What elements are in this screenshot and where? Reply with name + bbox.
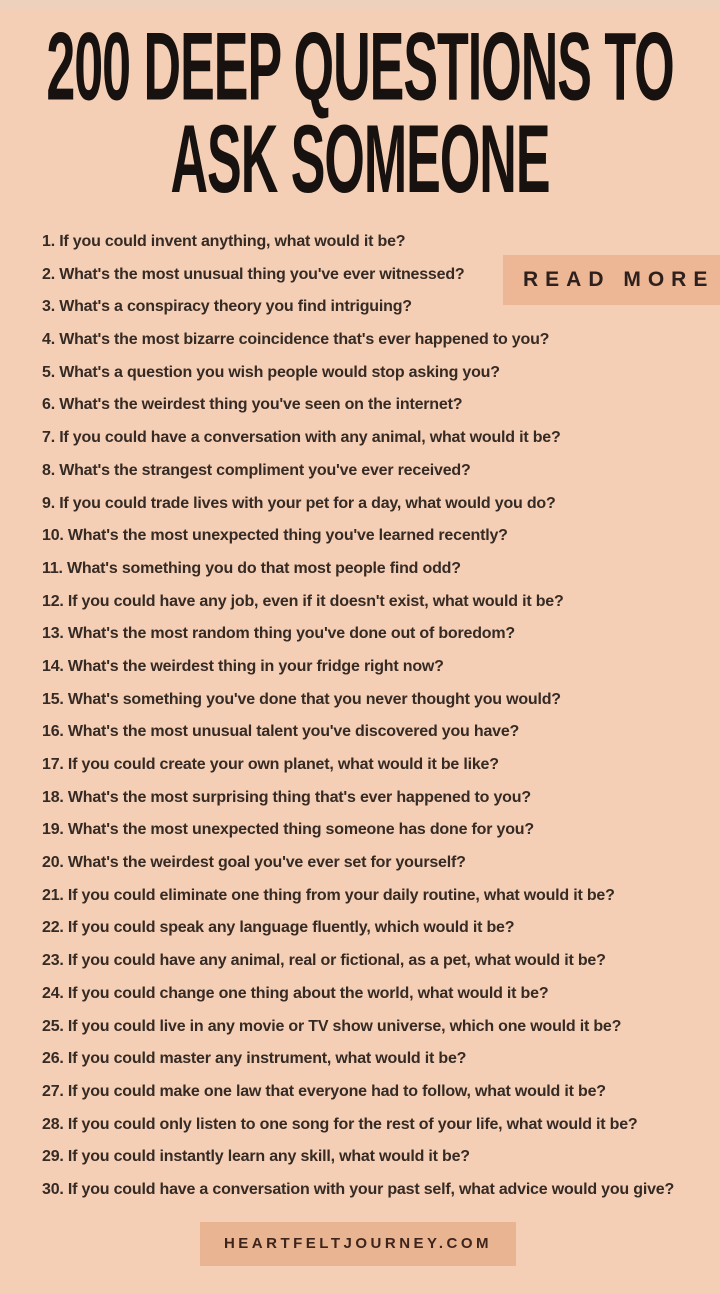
- question-item: 26. If you could master any instrument, what would it be?: [42, 1050, 467, 1068]
- questions-list: [42, 226, 720, 1207]
- question-item: 13. What's the most random thing you've done out of boredom?: [42, 625, 515, 643]
- question-item: 10. What's the most unexpected thing you've learned recently?: [42, 527, 508, 545]
- question-item: 5. What's a question you wish people would stop asking you?: [42, 363, 500, 381]
- page-title: [0, 14, 720, 215]
- question-item: 22. If you could speak any language fluently, which would it be?: [42, 919, 515, 937]
- question-item: 6. What's the weirdest thing you've seen on the internet?: [42, 396, 463, 414]
- question-item: 27. If you could make one law that everyone had to follow, what would it be?: [42, 1082, 606, 1100]
- question-item: 30. If you could have a conversation with your past self, what advice would you give?: [42, 1180, 675, 1198]
- question-item: 20. What's the weirdest goal you've ever set for yourself?: [42, 854, 466, 872]
- read-more-button[interactable]: READ MORE: [503, 255, 720, 305]
- page-title-line-2: ASK SOMEONE: [170, 107, 550, 215]
- question-item: 15. What's something you've done that you never thought you would?: [42, 690, 561, 708]
- question-item: 18. What's the most surprising thing that's ever happened to you?: [42, 788, 531, 806]
- question-item: 19. What's the most unexpected thing someone has done for you?: [42, 821, 534, 839]
- question-item: 24. If you could change one thing about the world, what would it be?: [42, 984, 549, 1002]
- question-item: 21. If you could eliminate one thing from your daily routine, what would it be?: [42, 886, 615, 904]
- question-item: 9. If you could trade lives with your pet for a day, what would you do?: [42, 494, 556, 512]
- question-item: 7. If you could have a conversation with any animal, what would it be?: [42, 429, 561, 447]
- footer-link[interactable]: HEARTFELTJOURNEY.COM: [200, 1222, 516, 1266]
- question-item: 3. What's a conspiracy theory you find intriguing?: [42, 298, 412, 316]
- question-item: 1. If you could invent anything, what would it be?: [42, 233, 406, 250]
- question-item: 28. If you could only listen to one song for the rest of your life, what would it be?: [42, 1115, 638, 1133]
- question-item: 16. What's the most unusual talent you've discovered you have?: [42, 723, 520, 741]
- question-item: 25. If you could live in any movie or TV show universe, which one would it be?: [42, 1017, 622, 1035]
- page-title-line-1: 200 DEEP QUESTIONS TO: [46, 14, 674, 122]
- question-item: 8. What's the strangest compliment you've ever received?: [42, 461, 471, 479]
- question-item: 29. If you could instantly learn any skill, what would it be?: [42, 1148, 470, 1166]
- question-item: 17. If you could create your own planet, what would it be like?: [42, 756, 499, 773]
- question-item: 11. What's something you do that most people find odd?: [42, 559, 461, 577]
- question-item: 14. What's the weirdest thing in your fridge right now?: [42, 657, 444, 675]
- question-item: 4. What's the most bizarre coincidence that's ever happened to you?: [42, 331, 550, 349]
- question-item: 12. If you could have any job, even if it doesn't exist, what would it be?: [42, 592, 564, 610]
- question-item: 2. What's the most unusual thing you've ever witnessed?: [42, 265, 465, 283]
- question-item: 23. If you could have any animal, real or fictional, as a pet, what would it be?: [42, 952, 606, 970]
